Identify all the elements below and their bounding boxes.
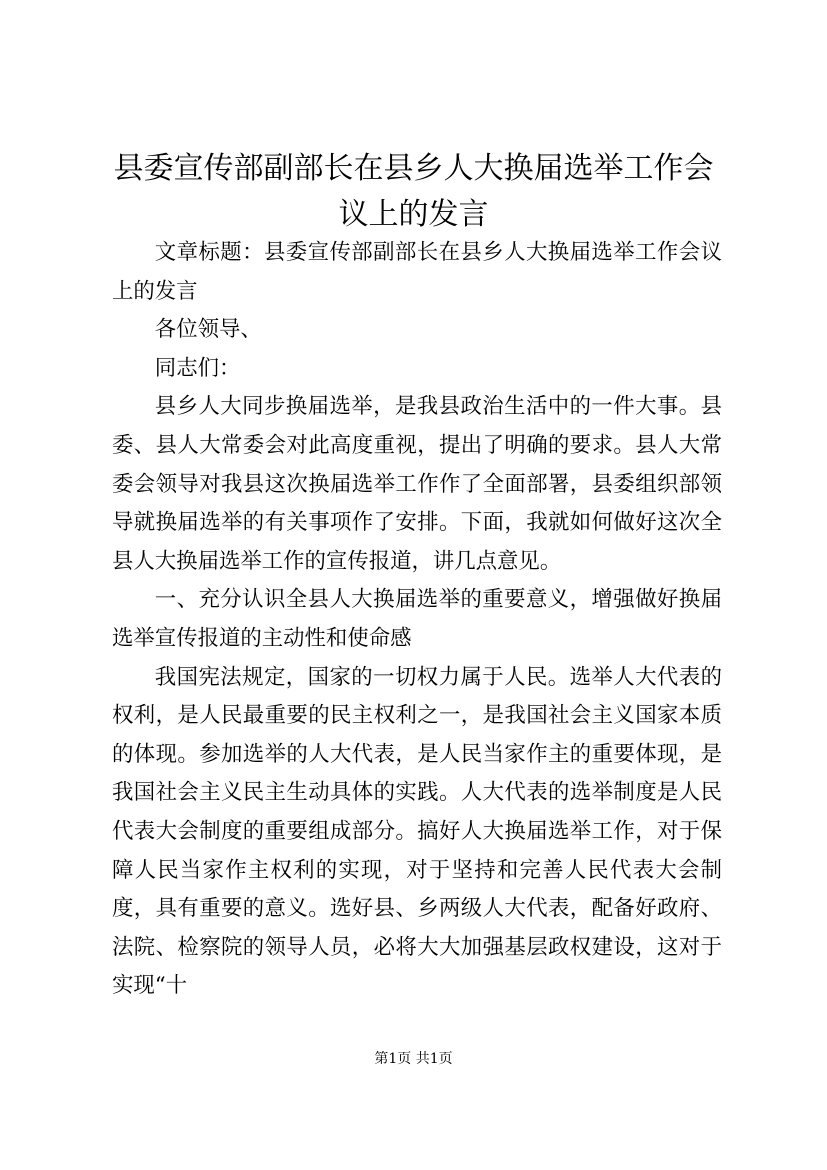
body-paragraph: 我国宪法规定，国家的一切权力属于人民。选举人大代表的权利，是人民最重要的民主权利之一，是我国社会主义国家本质的体现。参加选举的人大代表，是人民当家作主的重要体现，是我国社会主义民主生动具体的实践。人大代表的选举制度是人民代表大会制度的重要组成部分。搞好人大换届选举工作，对于保障人民当家作主权利的实现，对于坚持和完善人民代表大会制度，具有重要的意义。选好县、乡两级人大代表，配备好政府、法院、检察院的领导人员，必将大大加强基层政权建设，这对于实现“十 (112, 664, 722, 999)
salutation-comrades: 同志们： (154, 355, 241, 381)
intro-paragraph: 县乡人大同步换届选举，是我县政治生活中的一件大事。县委、县人大常委会对此高度重视，提出了明确的要求。县人大常委会领导对我县这次换届选举工作作了全面部署，县委组织部领导就换届选举的有关事项作了安排。下面，我就如何做好这次全县人大换届选举工作的宣传报道，讲几点意见。 (112, 394, 722, 574)
document-body (112, 234, 722, 1006)
article-title-paragraph: 文章标题：县委宣传部副部长在县乡人大换届选举工作会议上的发言 (112, 240, 722, 304)
page-footer: 第1页 共1页 (374, 1051, 453, 1067)
document-title-line-2: 议上的发言 (338, 197, 489, 232)
document-title-line-1: 县委宣传部副部长在县乡人大换届选举工作会 (113, 151, 714, 186)
document-title (90, 146, 737, 238)
salutation-leaders: 各位领导、 (154, 317, 262, 343)
section-heading-1: 一、充分认识全县人大换届选举的重要意义，增强做好换届选举宣传报道的主动性和使命感 (112, 587, 722, 651)
